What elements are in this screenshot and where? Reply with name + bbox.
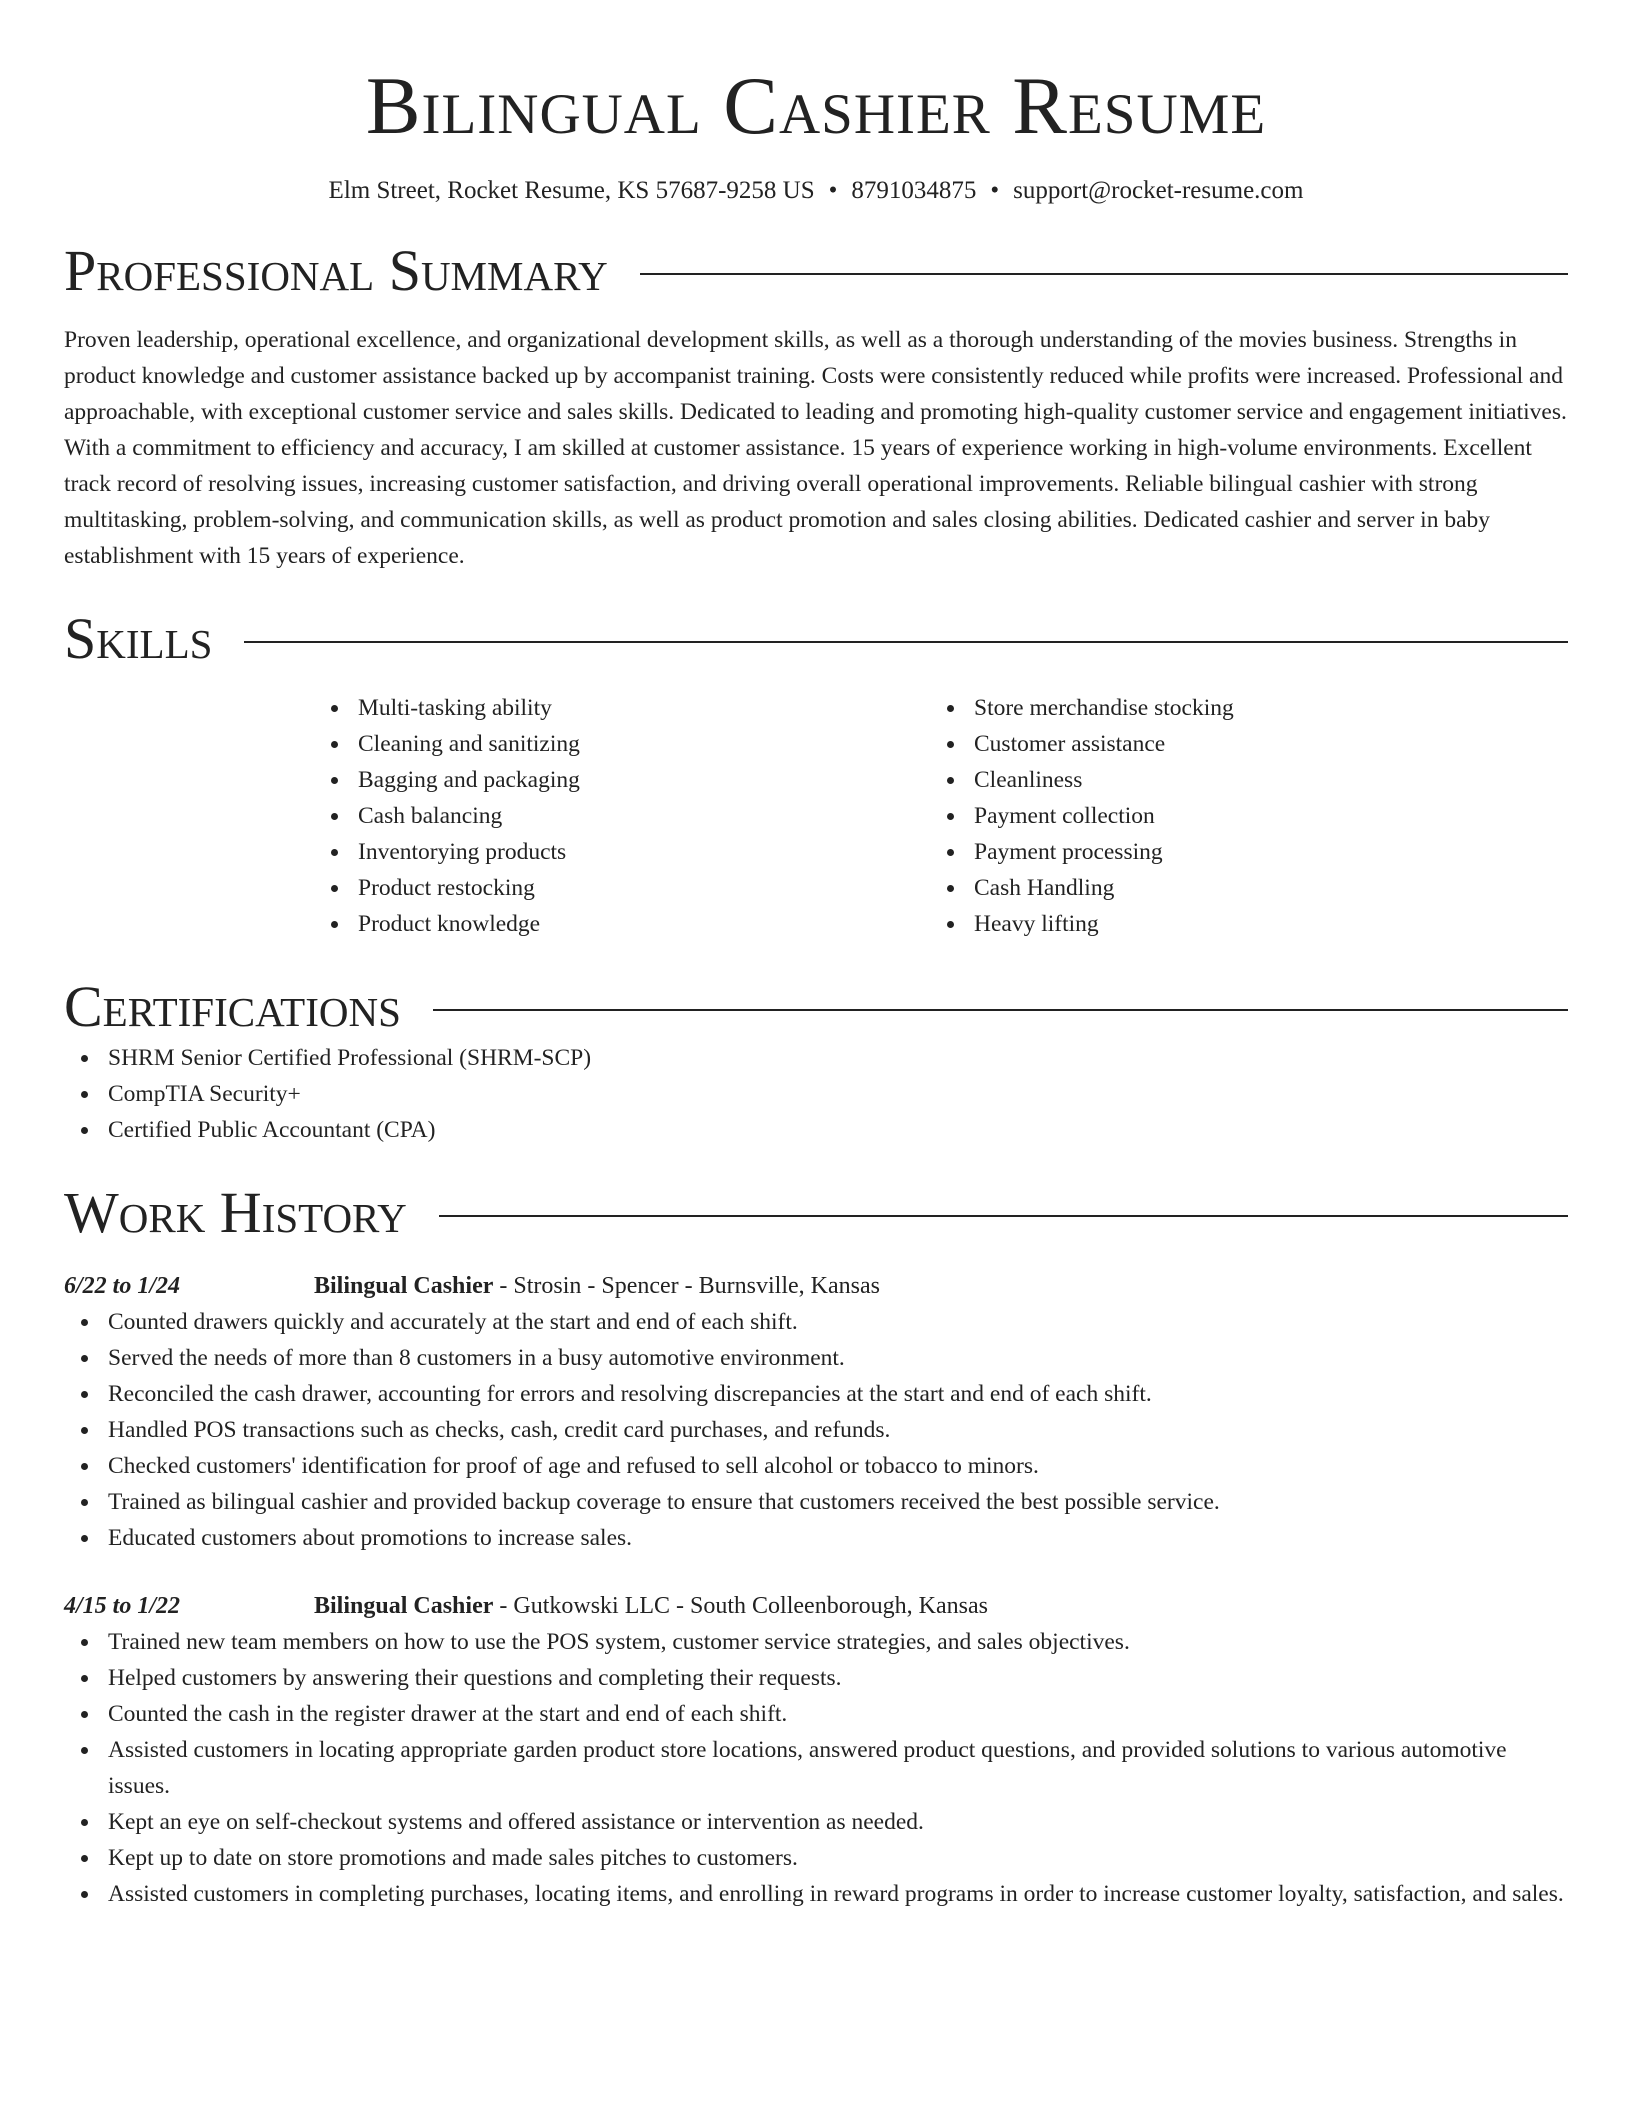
job-duty: Reconciled the cash drawer, accounting for errors and resolving discrepancies at the start and end of each shift. <box>64 1376 1568 1412</box>
job-employer-location: - Gutkowski LLC - South Colleenborough, Kansas <box>493 1593 988 1619</box>
job-duty: Assisted customers in locating appropriate garden product store locations, answered product questions, and provided solutions to various automotive issues. <box>64 1732 1568 1804</box>
work-history-section-header <box>64 1180 1568 1246</box>
summary-paragraph: Proven leadership, operational excellence, and organizational development skills, as well as a thorough understanding of the movies business. Strengths in product knowledge and customer assistance backed up by accompanist training. Costs were consistently reduced while profits were increased. Professional and approachable, with exceptional customer service and sales skills. Dedicated to leading and promoting high-quality customer service and engagement initiatives. With a commitment to efficiency and accuracy, I am skilled at customer assistance. 15 years of experience working in high-volume environments. Excellent track record of resolving issues, increasing customer satisfaction, and driving overall operational improvements. Reliable bilingual cashier with strong multitasking, problem-solving, and communication skills, as well as product promotion and sales closing abilities. Dedicated cashier and server in baby establishment with 15 years of experience. <box>64 327 1567 569</box>
job-duty: Helped customers by answering their questions and completing their requests. <box>64 1660 1568 1696</box>
resume-title: Bilingual Cashier Resume <box>365 60 1267 151</box>
job-duty: Trained as bilingual cashier and provided backup coverage to ensure that customers received the best possible service. <box>64 1484 1568 1520</box>
job-duties-list <box>64 1304 1568 1556</box>
skill-item: Payment collection <box>930 798 1546 834</box>
job-entry <box>64 1268 1568 1556</box>
skill-item: Cash balancing <box>314 798 930 834</box>
skills-section-header <box>64 606 1568 672</box>
skills-grid <box>314 690 1568 942</box>
job-role: Bilingual Cashier <box>314 1273 494 1299</box>
job-title-line <box>314 1588 988 1624</box>
contact-email: support@rocket-resume.com <box>1013 177 1304 204</box>
contact-separator: • <box>828 177 838 204</box>
job-header <box>64 1268 1568 1304</box>
job-dates: 6/22 to 1/24 <box>64 1273 181 1299</box>
skill-item: Bagging and packaging <box>314 762 930 798</box>
job-duty: Served the needs of more than 8 customers in a busy automotive environment. <box>64 1340 1568 1376</box>
job-duty: Kept an eye on self-checkout systems and offered assistance or intervention as needed. <box>64 1804 1568 1840</box>
job-duty: Assisted customers in completing purchases, locating items, and enrolling in reward programs in order to increase customer loyalty, satisfaction, and sales. <box>64 1876 1568 1912</box>
contact-line <box>64 176 1568 206</box>
job-duty: Counted drawers quickly and accurately at the start and end of each shift. <box>64 1304 1568 1340</box>
skill-item: Customer assistance <box>930 726 1546 762</box>
skill-item: Product restocking <box>314 870 930 906</box>
job-employer-location: - Strosin - Spencer - Burnsville, Kansas <box>493 1273 880 1299</box>
resume-page <box>64 0 1568 1912</box>
job-duty: Handled POS transactions such as checks, cash, credit card purchases, and refunds. <box>64 1412 1568 1448</box>
job-duty: Kept up to date on store promotions and made sales pitches to customers. <box>64 1840 1568 1876</box>
job-duty: Checked customers' identification for proof of age and refused to sell alcohol or tobacco to minors. <box>64 1448 1568 1484</box>
certifications-list <box>64 1040 1568 1148</box>
job-duty: Counted the cash in the register drawer at the start and end of each shift. <box>64 1696 1568 1732</box>
job-duty: Trained new team members on how to use the POS system, customer service strategies, and sales objectives. <box>64 1624 1568 1660</box>
contact-address: Elm Street, Rocket Resume, KS 57687-9258 US <box>328 177 815 204</box>
skills-heading: Skills <box>64 606 213 671</box>
skill-item: Store merchandise stocking <box>930 690 1546 726</box>
skill-item: Inventorying products <box>314 834 930 870</box>
summary-heading: Professional Summary <box>64 238 608 303</box>
job-entry <box>64 1588 1568 1912</box>
job-duty: Educated customers about promotions to increase sales. <box>64 1520 1568 1556</box>
skill-item: Multi-tasking ability <box>314 690 930 726</box>
work-history-heading: Work History <box>64 1180 407 1245</box>
job-title-line <box>314 1268 880 1304</box>
certification-item: Certified Public Accountant (CPA) <box>64 1112 1568 1148</box>
certification-item: SHRM Senior Certified Professional (SHRM-SCP) <box>64 1040 1568 1076</box>
section-divider <box>433 1009 1568 1011</box>
skill-item: Heavy lifting <box>930 906 1546 942</box>
skill-item: Payment processing <box>930 834 1546 870</box>
job-header <box>64 1588 1568 1624</box>
skills-list-left <box>314 690 930 942</box>
skill-item: Cleanliness <box>930 762 1546 798</box>
section-divider <box>439 1215 1568 1217</box>
job-dates: 4/15 to 1/22 <box>64 1593 181 1619</box>
certifications-heading: Certifications <box>64 974 401 1039</box>
job-duties-list <box>64 1624 1568 1912</box>
skills-list-right <box>930 690 1546 942</box>
summary-section-header <box>64 238 1568 304</box>
certifications-section-header <box>64 974 1568 1040</box>
certification-item: CompTIA Security+ <box>64 1076 1568 1112</box>
skill-item: Cleaning and sanitizing <box>314 726 930 762</box>
job-role: Bilingual Cashier <box>314 1593 494 1619</box>
section-divider <box>244 641 1568 643</box>
skill-item: Cash Handling <box>930 870 1546 906</box>
skill-item: Product knowledge <box>314 906 930 942</box>
contact-phone: 8791034875 <box>851 177 977 204</box>
contact-separator: • <box>990 177 1000 204</box>
section-divider <box>640 273 1568 275</box>
